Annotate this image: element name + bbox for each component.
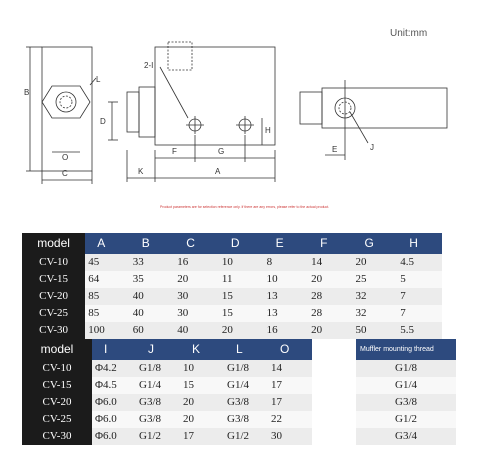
label-c: C: [62, 169, 68, 178]
cell: G1/2: [224, 428, 268, 445]
table-row: [22, 377, 312, 394]
cell: G1/8: [136, 360, 180, 377]
col-header: C: [174, 233, 219, 254]
cell: 85: [85, 305, 130, 322]
cell: G1/8: [356, 360, 456, 377]
cell: 17: [268, 377, 312, 394]
table-row: [22, 411, 312, 428]
cell: 20: [308, 271, 352, 288]
cell: 28: [308, 288, 352, 305]
model-cell: CV-30: [22, 322, 85, 339]
cell: 30: [174, 305, 219, 322]
cell: 30: [268, 428, 312, 445]
cell: Φ6.0: [92, 394, 136, 411]
model-cell: CV-20: [22, 288, 85, 305]
cell: 13: [264, 305, 309, 322]
model-cell: CV-30: [22, 428, 92, 445]
cell: 10: [264, 271, 309, 288]
cell: 17: [268, 394, 312, 411]
cell: Φ4.2: [92, 360, 136, 377]
model-cell: CV-10: [22, 254, 85, 271]
col-header: B: [130, 233, 175, 254]
label-g: G: [218, 147, 225, 156]
cell: 40: [174, 322, 219, 339]
cell: 85: [85, 288, 130, 305]
table-row: [356, 360, 456, 377]
label-j: J: [370, 143, 374, 152]
cell: 45: [85, 254, 130, 271]
cell: 7: [397, 305, 442, 322]
table-row: [22, 305, 442, 322]
cell: 8: [264, 254, 309, 271]
table-row: [22, 360, 312, 377]
cell: 15: [219, 305, 264, 322]
cell: Φ6.0: [92, 428, 136, 445]
cell: 25: [353, 271, 398, 288]
front-view-body: [155, 47, 275, 145]
cell: 4.5: [397, 254, 442, 271]
port-circle: [56, 92, 76, 112]
label-h: H: [265, 126, 271, 135]
table-row: [22, 322, 442, 339]
cell: 35: [130, 271, 175, 288]
col-header: D: [219, 233, 264, 254]
label-o: O: [62, 153, 69, 162]
label-f: F: [172, 147, 177, 156]
cell: 20: [180, 411, 224, 428]
cell: 7: [397, 288, 442, 305]
cell: G3/8: [224, 394, 268, 411]
table-row: [356, 394, 456, 411]
cell: G3/8: [356, 394, 456, 411]
label-a: A: [215, 167, 221, 176]
col-header-model: model: [22, 339, 92, 360]
cell: G1/4: [356, 377, 456, 394]
cell: G1/8: [224, 360, 268, 377]
muffler-thread-table: [356, 339, 456, 445]
cell: 10: [180, 360, 224, 377]
model-cell: CV-15: [22, 377, 92, 394]
col-header: L: [224, 339, 268, 360]
cell: 16: [174, 254, 219, 271]
table-row: [356, 377, 456, 394]
cell: 20: [174, 271, 219, 288]
table-row: [356, 411, 456, 428]
cell: G1/2: [356, 411, 456, 428]
cell: G3/8: [224, 411, 268, 428]
cell: 20: [180, 394, 224, 411]
col-header: J: [136, 339, 180, 360]
cell: 20: [219, 322, 264, 339]
cell: G1/4: [136, 377, 180, 394]
table-row: [22, 394, 312, 411]
model-cell: CV-25: [22, 411, 92, 428]
model-cell: CV-10: [22, 360, 92, 377]
table-row: [22, 288, 442, 305]
cell: 10: [219, 254, 264, 271]
col-header: F: [308, 233, 352, 254]
cell: 5.5: [397, 322, 442, 339]
label-2i: 2-I: [144, 61, 154, 70]
cell: 15: [219, 288, 264, 305]
cell: Φ6.0: [92, 411, 136, 428]
muffler-header: Muffler mounting thread: [356, 339, 456, 360]
cell: 20: [308, 322, 352, 339]
cell: 32: [353, 288, 398, 305]
col-header: I: [92, 339, 136, 360]
cell: 32: [353, 305, 398, 322]
label-d: D: [100, 117, 106, 126]
cell: G1/2: [136, 428, 180, 445]
model-cell: CV-15: [22, 271, 85, 288]
cell: 14: [268, 360, 312, 377]
cell: 33: [130, 254, 175, 271]
cell: 5: [397, 271, 442, 288]
unit-label: Unit:mm: [390, 28, 428, 39]
hex-nut: [42, 86, 90, 118]
cell: 22: [268, 411, 312, 428]
col-header: K: [180, 339, 224, 360]
model-cell: CV-25: [22, 305, 85, 322]
cell: 64: [85, 271, 130, 288]
cell: 15: [180, 377, 224, 394]
col-header: A: [85, 233, 130, 254]
cell: 50: [353, 322, 398, 339]
col-header: E: [264, 233, 309, 254]
table-row: [356, 428, 456, 445]
cell: 40: [130, 305, 175, 322]
cell: 30: [174, 288, 219, 305]
cell: 20: [353, 254, 398, 271]
model-cell: CV-20: [22, 394, 92, 411]
cell: 16: [264, 322, 309, 339]
cell: 100: [85, 322, 130, 339]
label-e: E: [332, 145, 338, 154]
col-header-model: model: [22, 233, 85, 254]
cell: G3/8: [136, 411, 180, 428]
cell: 17: [180, 428, 224, 445]
table-row: [22, 428, 312, 445]
label-b: B: [24, 88, 30, 97]
col-header: H: [397, 233, 442, 254]
cell: 28: [308, 305, 352, 322]
technical-drawing: [0, 0, 480, 215]
cell: 11: [219, 271, 264, 288]
dimension-table-1: [22, 233, 442, 339]
cell: 40: [130, 288, 175, 305]
side-view-body: [322, 88, 447, 128]
dimension-table-2: [22, 339, 312, 445]
cell: 13: [264, 288, 309, 305]
table-row: [22, 254, 442, 271]
cell: G1/4: [224, 377, 268, 394]
drawing-note: Product parameters are for selection reference only. If there are any errors, please refer to the actual product.: [160, 205, 330, 209]
cell: 14: [308, 254, 352, 271]
cell: 60: [130, 322, 175, 339]
col-header: O: [268, 339, 312, 360]
cell: G3/8: [136, 394, 180, 411]
cell: G3/4: [356, 428, 456, 445]
label-l: L: [96, 75, 101, 84]
table-row: [22, 271, 442, 288]
cell: Φ4.5: [92, 377, 136, 394]
label-k: K: [138, 167, 144, 176]
col-header: G: [353, 233, 398, 254]
